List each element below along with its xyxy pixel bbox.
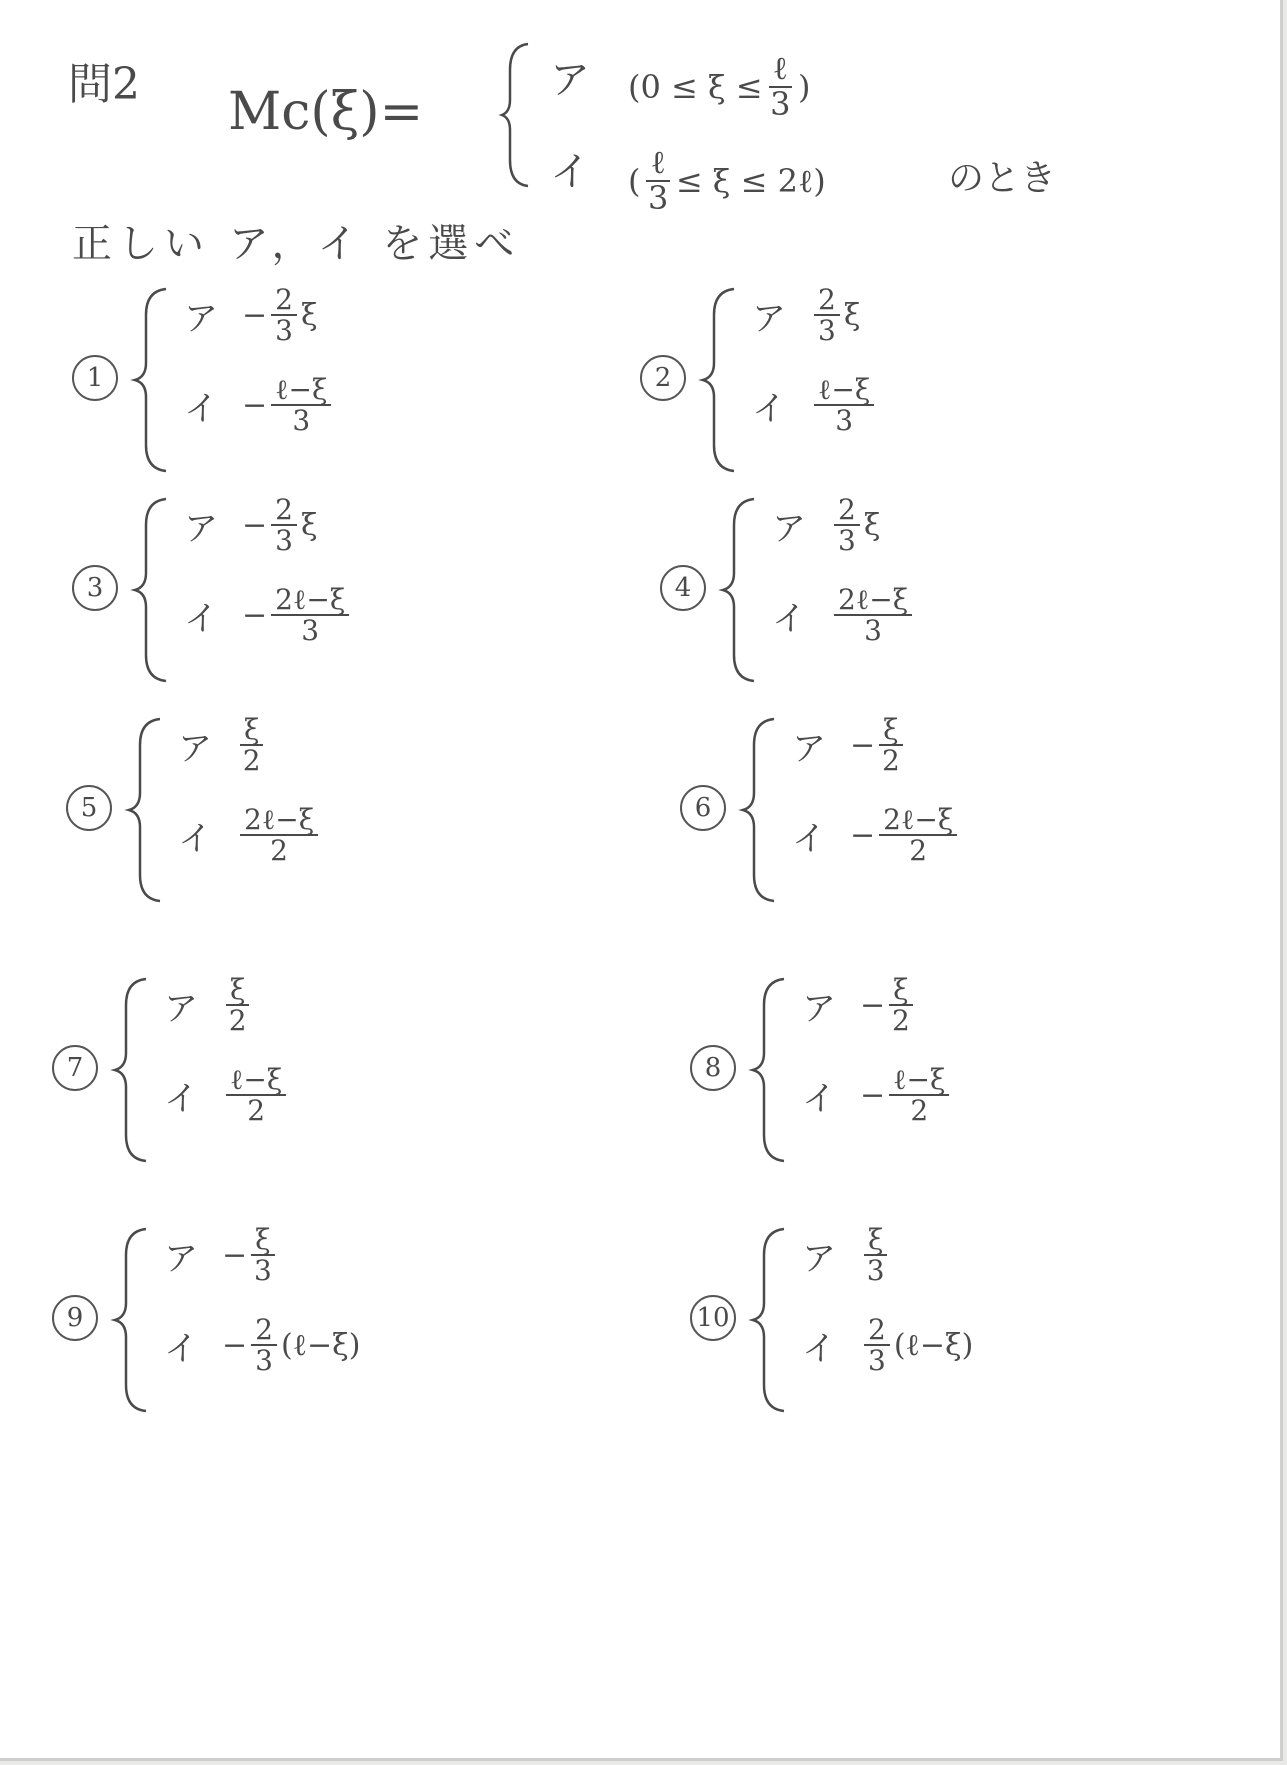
option-expression — [830, 495, 880, 556]
fraction-denominator: 3 — [838, 524, 856, 558]
condition-b — [628, 143, 826, 217]
option-brace-icon — [748, 1225, 788, 1415]
option-brace-icon — [698, 285, 738, 475]
expression-fraction — [879, 715, 902, 776]
row-label: イ — [164, 1328, 198, 1369]
fraction-denominator: 3 — [647, 178, 669, 217]
expression-suffix: ξ — [863, 507, 881, 543]
expression-fraction — [240, 715, 263, 776]
condition-a — [628, 49, 811, 123]
row-label: ア — [164, 1238, 198, 1279]
option-row-a — [184, 285, 318, 346]
expression-fraction — [814, 285, 840, 346]
option-number: 9 — [52, 1295, 98, 1341]
condition-b-right: ≤ ξ ≤ 2ℓ) — [675, 161, 826, 200]
option-5[interactable] — [66, 715, 586, 915]
option-brace-icon — [124, 715, 164, 905]
option-expression — [222, 1315, 360, 1376]
option-row-b — [802, 1065, 953, 1126]
question-number: 問2 — [68, 59, 140, 110]
expression-suffix: ξ — [843, 297, 861, 333]
fraction-numerator: ξ — [864, 1225, 887, 1256]
condition-a-right: ) — [797, 67, 811, 106]
option-row-b — [802, 1315, 973, 1376]
option-2[interactable] — [640, 285, 1160, 485]
row-label: ア — [802, 988, 836, 1029]
fraction-denominator: 2 — [270, 834, 288, 868]
option-row-a — [164, 1225, 279, 1286]
expression-fraction — [226, 1065, 286, 1126]
option-brace-icon — [738, 715, 778, 905]
option-row-a — [802, 975, 917, 1036]
fraction-numerator: ξ — [879, 715, 902, 746]
expression-fraction — [226, 975, 249, 1036]
condition-tail: のとき — [948, 158, 1057, 199]
fraction-denominator: 3 — [835, 404, 854, 438]
fraction-denominator: 3 — [818, 314, 836, 348]
fraction-denominator: 3 — [255, 1344, 273, 1378]
option-number: 8 — [690, 1045, 736, 1091]
row-label: ア — [772, 508, 806, 549]
fraction-numerator: ξ — [240, 715, 263, 746]
option-number: 4 — [660, 565, 706, 611]
option-number: 5 — [66, 785, 112, 831]
question-prompt: 正しい ア，イ を選べ — [72, 221, 521, 267]
option-expression — [860, 1225, 891, 1286]
expression-fraction — [251, 1315, 277, 1376]
option-expression — [242, 285, 318, 346]
option-expression — [242, 495, 318, 556]
option-row-a — [802, 1225, 891, 1286]
option-brace-icon — [110, 975, 150, 1165]
expression-suffix: (ℓ−ξ) — [893, 1327, 974, 1363]
option-9[interactable] — [52, 1225, 572, 1425]
option-expression — [860, 975, 917, 1036]
expression-fraction — [271, 375, 331, 436]
expression-sign: − — [222, 1237, 248, 1273]
fraction-numerator: 2ℓ−ξ — [879, 805, 957, 836]
option-row-b — [178, 805, 322, 866]
option-row-b — [772, 585, 916, 646]
condition-a-fraction — [769, 49, 792, 123]
option-10[interactable] — [690, 1225, 1210, 1425]
fraction-numerator: 2 — [251, 1315, 277, 1346]
row-label: イ — [792, 818, 826, 859]
option-row-b — [752, 375, 878, 436]
fraction-numerator: ℓ−ξ — [271, 375, 331, 406]
condition-b-fraction — [646, 143, 669, 217]
row-label: ア — [184, 298, 218, 339]
expression-sign: − — [850, 817, 876, 853]
row-label: ア — [752, 298, 786, 339]
fraction-denominator: 3 — [868, 1344, 886, 1378]
option-expression — [850, 805, 961, 866]
fraction-denominator: 3 — [292, 404, 311, 438]
question-header — [68, 40, 1218, 217]
fraction-denominator: 3 — [866, 1254, 885, 1288]
option-expression — [860, 1315, 973, 1376]
row-label: イ — [802, 1328, 836, 1369]
fraction-denominator: 2 — [881, 744, 900, 778]
option-expression — [236, 805, 322, 866]
option-expression — [242, 375, 335, 436]
fraction-numerator: 2 — [814, 285, 840, 316]
row-label: イ — [184, 598, 218, 639]
case-a-label: ア — [550, 57, 590, 103]
expression-sign: − — [860, 987, 886, 1023]
fraction-numerator: 2ℓ−ξ — [271, 585, 349, 616]
expression-fraction — [271, 495, 297, 556]
fraction-denominator: 2 — [891, 1004, 910, 1038]
option-number: 10 — [690, 1295, 736, 1341]
fraction-numerator: ℓ−ξ — [814, 375, 874, 406]
condition-a-left: (0 ≤ ξ ≤ — [628, 67, 763, 106]
row-label: イ — [178, 818, 212, 859]
fraction-numerator: 2 — [271, 495, 297, 526]
fraction-denominator: 3 — [770, 84, 791, 123]
expression-sign: − — [242, 387, 268, 423]
expression-suffix: ξ — [300, 297, 318, 333]
option-brace-icon — [110, 1225, 150, 1415]
expression-sign: − — [860, 1077, 886, 1113]
option-3[interactable] — [72, 495, 592, 695]
expression-fraction — [879, 805, 957, 866]
option-1[interactable] — [72, 285, 592, 485]
row-label: イ — [752, 388, 786, 429]
option-brace-icon — [748, 975, 788, 1165]
option-6[interactable] — [680, 715, 1200, 915]
option-row-a — [184, 495, 318, 556]
condition-b-left: ( — [628, 161, 641, 200]
expression-fraction — [240, 805, 318, 866]
fraction-numerator: ℓ−ξ — [226, 1065, 286, 1096]
row-label: イ — [184, 388, 218, 429]
fraction-numerator: 2 — [834, 495, 860, 526]
expression-fraction — [814, 375, 874, 436]
expression-fraction — [864, 1315, 890, 1376]
option-4[interactable] — [660, 495, 1180, 695]
expression-fraction — [889, 1065, 949, 1126]
row-label: イ — [802, 1078, 836, 1119]
expression-sign: − — [242, 297, 268, 333]
fraction-denominator: 3 — [301, 614, 320, 648]
row-label: イ — [164, 1078, 198, 1119]
option-brace-icon — [130, 285, 170, 475]
expression-fraction — [889, 975, 912, 1036]
option-expression — [830, 585, 916, 646]
fraction-numerator: ℓ — [646, 146, 669, 182]
expression-suffix: ξ — [300, 507, 318, 543]
header-brace-icon — [498, 40, 532, 190]
fraction-numerator: 2ℓ−ξ — [834, 585, 912, 616]
fraction-numerator: ℓ — [769, 52, 792, 88]
expression-fraction — [271, 585, 349, 646]
option-row-a — [164, 975, 253, 1036]
fraction-denominator: 2 — [242, 744, 261, 778]
fraction-denominator: 2 — [909, 834, 928, 868]
fraction-denominator: 3 — [275, 314, 293, 348]
option-expression — [222, 975, 253, 1036]
option-brace-icon — [718, 495, 758, 685]
case-b-label: イ — [550, 149, 590, 195]
fraction-numerator: 2ℓ−ξ — [240, 805, 318, 836]
fraction-denominator: 2 — [910, 1094, 929, 1128]
fraction-denominator: 2 — [247, 1094, 266, 1128]
expression-sign: − — [242, 597, 268, 633]
option-row-a — [772, 495, 880, 556]
fraction-numerator: ξ — [889, 975, 912, 1006]
option-expression — [810, 285, 860, 346]
option-row-a — [752, 285, 860, 346]
option-number: 2 — [640, 355, 686, 401]
expression-fraction — [251, 1225, 274, 1286]
option-row-b — [164, 1315, 360, 1376]
fraction-numerator: 2 — [271, 285, 297, 316]
option-expression — [222, 1065, 290, 1126]
option-7[interactable] — [52, 975, 572, 1175]
expression-sign: − — [242, 507, 268, 543]
option-expression — [850, 715, 907, 776]
option-8[interactable] — [690, 975, 1210, 1175]
expression-sign: − — [850, 727, 876, 763]
row-label: ア — [178, 728, 212, 769]
expression-fraction — [864, 1225, 887, 1286]
option-row-b — [184, 585, 353, 646]
row-label: ア — [802, 1238, 836, 1279]
option-expression — [222, 1225, 279, 1286]
fraction-numerator: ℓ−ξ — [889, 1065, 949, 1096]
option-brace-icon — [130, 495, 170, 685]
fraction-denominator: 3 — [253, 1254, 272, 1288]
option-expression — [242, 585, 353, 646]
expression-suffix: (ℓ−ξ) — [280, 1327, 361, 1363]
fraction-numerator: ξ — [251, 1225, 274, 1256]
option-number: 1 — [72, 355, 118, 401]
expression-sign: − — [222, 1327, 248, 1363]
option-row-b — [164, 1065, 290, 1126]
expression-fraction — [834, 585, 912, 646]
fraction-denominator: 2 — [228, 1004, 247, 1038]
option-expression — [236, 715, 267, 776]
option-number: 7 — [52, 1045, 98, 1091]
fraction-numerator: ξ — [226, 975, 249, 1006]
option-number: 3 — [72, 565, 118, 611]
option-expression — [810, 375, 878, 436]
option-expression — [860, 1065, 953, 1126]
expression-fraction — [834, 495, 860, 556]
option-row-b — [184, 375, 335, 436]
option-row-a — [178, 715, 267, 776]
function-name: Mc(ξ)= — [228, 82, 424, 142]
row-label: イ — [772, 598, 806, 639]
option-number: 6 — [680, 785, 726, 831]
fraction-denominator: 3 — [275, 524, 293, 558]
row-label: ア — [164, 988, 198, 1029]
row-label: ア — [792, 728, 826, 769]
option-row-a — [792, 715, 907, 776]
fraction-numerator: 2 — [864, 1315, 890, 1346]
row-label: ア — [184, 508, 218, 549]
option-row-b — [792, 805, 961, 866]
expression-fraction — [271, 285, 297, 346]
fraction-denominator: 3 — [864, 614, 882, 648]
